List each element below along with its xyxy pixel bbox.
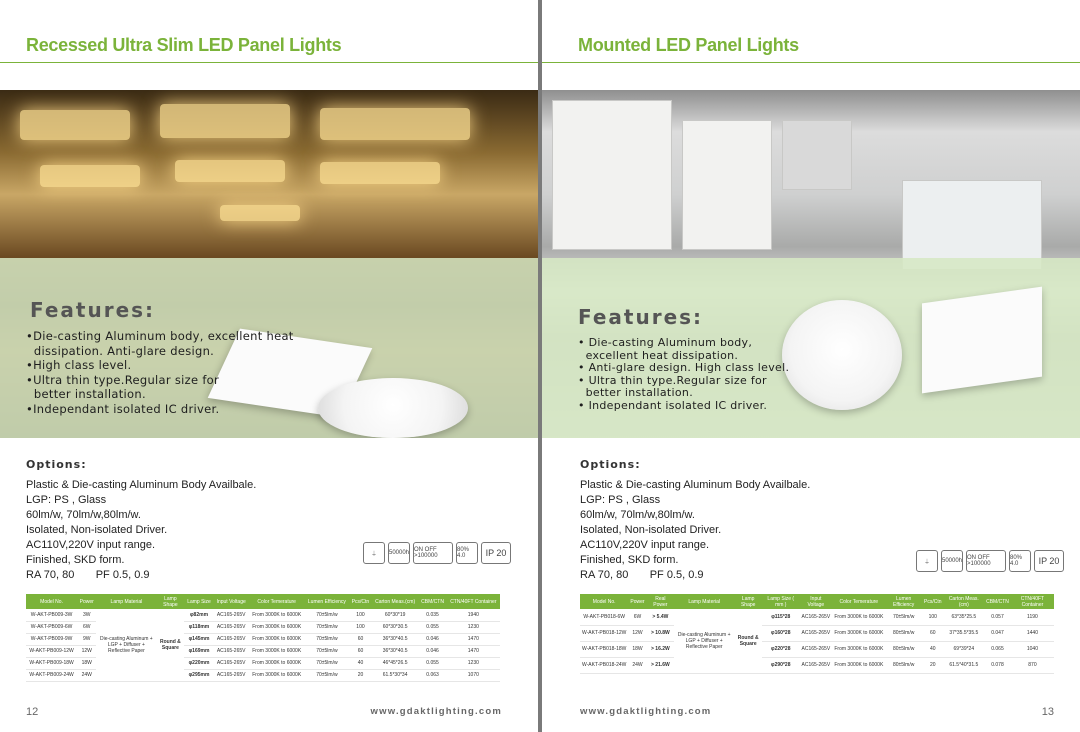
table-cell: 63*35*25.5: [944, 609, 985, 625]
option-item: Isolated, Non-isolated Driver.: [26, 524, 168, 536]
lamp-material-cell: Die-casting Aluminum + LGP + Diffuser + Reflective Paper: [96, 609, 156, 681]
table-cell: 0.055: [418, 657, 446, 669]
table-cell: W-AKT-PB009-18W: [26, 657, 77, 669]
table-cell: > 21.6W: [647, 657, 675, 673]
table-cell: 60*30*30.5: [372, 621, 419, 633]
table-cell: From 3000K to 6000K: [249, 609, 305, 621]
left-page: [0, 0, 538, 732]
table-cell: 6W: [77, 621, 96, 633]
column-header: CTN/40FT Container: [1011, 594, 1054, 609]
right-page: [542, 0, 1080, 732]
table-cell: 60: [922, 625, 944, 641]
table-cell: AC165-265V: [214, 633, 249, 645]
table-cell: AC165-265V: [214, 657, 249, 669]
features-heading: Features:: [578, 305, 704, 329]
table-cell: W-AKT-PB018-18W: [580, 641, 628, 657]
table-cell: 100: [349, 609, 372, 621]
column-header: Input Voltage: [799, 594, 832, 609]
table-cell: 60*30*19: [372, 609, 419, 621]
column-header: Power: [628, 594, 646, 609]
table-cell: 40: [349, 657, 372, 669]
table-cell: AC165-265V: [799, 609, 832, 625]
table-cell: AC165-265V: [214, 609, 249, 621]
features-list: [578, 337, 789, 413]
table-cell: 20: [349, 669, 372, 681]
table-cell: W-AKT-PB009-12W: [26, 645, 77, 657]
table-cell: AC165-265V: [799, 641, 832, 657]
efficiency-icon: 80% 4.0: [456, 542, 478, 564]
option-item: Plastic & Die-casting Aluminum Body Availbale.: [580, 479, 811, 491]
table-cell: φ295mm: [184, 669, 213, 681]
ip-rating-icon: IP 20: [1034, 550, 1064, 572]
table-row: [580, 609, 1054, 625]
lifetime-icon: 50000h: [388, 542, 410, 564]
options-heading: Options:: [26, 458, 87, 471]
spec-table: [26, 594, 500, 682]
feature-item: •Independant isolated IC driver.: [26, 401, 220, 416]
page-title: Recessed Ultra Slim LED Panel Lights: [26, 35, 342, 55]
table-cell: 70±5lm/w: [305, 633, 349, 645]
website-link[interactable]: www.gdaktlighting.com: [370, 706, 502, 717]
table-cell: 0.055: [418, 621, 446, 633]
table-cell: From 3000K to 6000K: [832, 641, 885, 657]
table-cell: 100: [349, 621, 372, 633]
table-cell: 40: [922, 641, 944, 657]
table-cell: W-AKT-PB009-3W: [26, 609, 77, 621]
table-cell: 24W: [77, 669, 96, 681]
table-cell: 69*39*24: [944, 641, 985, 657]
table-cell: 0.047: [984, 625, 1011, 641]
feature-item: •High class level.: [26, 358, 132, 372]
option-item: RA 70, 80 PF 0.5, 0.9: [26, 569, 150, 581]
page-number: 12: [26, 706, 39, 718]
table-cell: AC165-265V: [799, 625, 832, 641]
table-cell: From 3000K to 6000K: [249, 657, 305, 669]
column-header: Carton Meas.(cm): [372, 594, 419, 609]
table-cell: W-AKT-PB009-6W: [26, 621, 77, 633]
table-cell: W-AKT-PB018-6W: [580, 609, 628, 625]
option-item: Plastic & Die-casting Aluminum Body Availbale.: [26, 479, 257, 491]
option-item: Finished, SKD form.: [26, 554, 125, 566]
table-cell: AC165-265V: [214, 621, 249, 633]
table-cell: φ160*28: [762, 625, 799, 641]
table-cell: 20: [922, 657, 944, 673]
title-divider: [542, 62, 1080, 63]
option-item: 60lm/w, 70lm/w,80lm/w.: [26, 509, 141, 521]
table-cell: 1190: [1011, 609, 1054, 625]
table-cell: W-AKT-PB009-9W: [26, 633, 77, 645]
features-list: [26, 329, 294, 416]
option-item: LGP: PS , Glass: [580, 494, 661, 506]
option-item: RA 70, 80 PF 0.5, 0.9: [580, 569, 704, 581]
ground-icon: ⏚: [916, 550, 938, 572]
certification-badges: [916, 550, 1064, 572]
lamp-shape-cell: Round & Square: [734, 609, 762, 673]
table-cell: 870: [1011, 657, 1054, 673]
option-item: AC110V,220V input range.: [26, 539, 156, 551]
table-cell: 37*35.5*35.5: [944, 625, 985, 641]
ceiling-light: [20, 110, 130, 140]
page-title: Mounted LED Panel Lights: [578, 35, 799, 55]
table-cell: 100: [922, 609, 944, 625]
feature-item: • Anti-glare design. High class level.: [578, 361, 790, 375]
column-header: CBM/CTN: [418, 594, 446, 609]
table-cell: W-AKT-PB018-24W: [580, 657, 628, 673]
table-cell: From 3000K to 6000K: [249, 645, 305, 657]
table-cell: φ220*28: [762, 641, 799, 657]
table-row: [580, 641, 1054, 657]
website-link[interactable]: www.gdaktlighting.com: [580, 706, 712, 717]
table-cell: From 3000K to 6000K: [249, 633, 305, 645]
feature-item: • Ultra thin type.Regular size for: [578, 373, 767, 387]
table-cell: 61.5*30*34: [372, 669, 419, 681]
table-header-row: [580, 594, 1054, 609]
column-header: Lamp Size ( mm ): [762, 594, 799, 609]
table-cell: 70±5lm/w: [305, 657, 349, 669]
table-row: [580, 625, 1054, 641]
column-header: Carton Meas.(cm): [944, 594, 985, 609]
options-list: [580, 478, 810, 583]
table-cell: 80±5lm/w: [885, 625, 922, 641]
table-row: [26, 609, 500, 621]
table-row: [580, 657, 1054, 673]
table-cell: > 5.4W: [647, 609, 675, 625]
table-cell: 0.046: [418, 633, 446, 645]
column-header: Model No.: [26, 594, 77, 609]
feature-item: • Die-casting Aluminum body,: [578, 336, 753, 349]
table-cell: 18W: [628, 641, 646, 657]
column-header: Input Voltage: [214, 594, 249, 609]
table-cell: W-AKT-PB018-12W: [580, 625, 628, 641]
round-panel-image: [318, 378, 468, 438]
table-cell: φ290*28: [762, 657, 799, 673]
table-cell: From 3000K to 6000K: [832, 609, 885, 625]
ceiling-light: [40, 165, 140, 187]
table-cell: φ169mm: [184, 645, 213, 657]
options-list: [26, 478, 256, 583]
option-item: 60lm/w, 70lm/w,80lm/w.: [580, 509, 695, 521]
cabinet: [552, 100, 672, 250]
lamp-material-cell: Die-casting Aluminum + LGP + Diffuser + Reflective Paper: [674, 609, 734, 673]
table-cell: 0.035: [418, 609, 446, 621]
table-cell: φ220mm: [184, 657, 213, 669]
table-cell: 0.063: [418, 669, 446, 681]
table-cell: 60: [349, 633, 372, 645]
table-cell: 24W: [628, 657, 646, 673]
table-cell: φ82mm: [184, 609, 213, 621]
table-cell: 70±5lm/w: [305, 621, 349, 633]
table-cell: 1230: [447, 657, 500, 669]
lifetime-icon: 50000h: [941, 550, 963, 572]
table-cell: From 3000K to 6000K: [832, 625, 885, 641]
column-header: CTN/40FT Container: [447, 594, 500, 609]
table-cell: φ118mm: [184, 621, 213, 633]
feature-item: excellent heat dissipation.: [578, 348, 739, 362]
table-cell: 36*30*40.5: [372, 645, 419, 657]
range-hood: [782, 120, 852, 190]
column-header: Pcs/Ctn: [922, 594, 944, 609]
table-cell: 36*30*40.5: [372, 633, 419, 645]
table-cell: 1230: [447, 621, 500, 633]
column-header: Color Temerature: [832, 594, 885, 609]
table-cell: 6W: [628, 609, 646, 625]
column-header: Model No.: [580, 594, 628, 609]
spec-table: [580, 594, 1054, 674]
lamp-shape-cell: Round & Square: [156, 609, 184, 681]
table-cell: W-AKT-PB009-24W: [26, 669, 77, 681]
table-cell: 12W: [77, 645, 96, 657]
table-cell: From 3000K to 6000K: [249, 669, 305, 681]
table-cell: 46*45*26.5: [372, 657, 419, 669]
round-panel-image: [782, 300, 902, 410]
feature-item: •Die-casting Aluminum body, excellent heat: [26, 329, 294, 343]
table-cell: 70±5lm/w: [305, 609, 349, 621]
column-header: Lamp Shape: [734, 594, 762, 609]
table-cell: φ145mm: [184, 633, 213, 645]
feature-item: •Ultra thin type.Regular size for: [26, 372, 220, 387]
window: [902, 180, 1042, 270]
column-header: Lumen Efficiency: [885, 594, 922, 609]
table-cell: 12W: [628, 625, 646, 641]
table-cell: 0.078: [984, 657, 1011, 673]
option-item: Finished, SKD form.: [580, 554, 679, 566]
table-cell: 1040: [1011, 641, 1054, 657]
table-cell: 18W: [77, 657, 96, 669]
column-header: Lamp Shape: [156, 594, 184, 609]
cabinet: [682, 120, 772, 250]
table-cell: 9W: [77, 633, 96, 645]
table-cell: 0.057: [984, 609, 1011, 625]
table-cell: 80±5lm/w: [885, 641, 922, 657]
certification-badges: [363, 542, 511, 564]
feature-item: dissipation. Anti-glare design.: [26, 343, 215, 358]
table-header-row: [26, 594, 500, 609]
table-cell: > 16.2W: [647, 641, 675, 657]
table-cell: AC165-265V: [214, 645, 249, 657]
column-header: Lamp Material: [96, 594, 156, 609]
column-header: Pcs/Ctn: [349, 594, 372, 609]
option-item: Isolated, Non-isolated Driver.: [580, 524, 722, 536]
table-cell: 1440: [1011, 625, 1054, 641]
ceiling-illustration: [0, 90, 538, 255]
table-cell: > 10.8W: [647, 625, 675, 641]
table-cell: 1070: [447, 669, 500, 681]
table-cell: 60: [349, 645, 372, 657]
table-cell: AC165-265V: [214, 669, 249, 681]
table-cell: AC165-265V: [799, 657, 832, 673]
feature-item: better installation.: [578, 386, 693, 400]
column-header: CBM/CTN: [984, 594, 1011, 609]
table-cell: From 3000K to 6000K: [832, 657, 885, 673]
page-number: 13: [1041, 706, 1054, 718]
table-cell: 1470: [447, 645, 500, 657]
column-header: Real Power: [647, 594, 675, 609]
ceiling-light: [175, 160, 285, 182]
table-cell: From 3000K to 6000K: [249, 621, 305, 633]
ceiling-light: [320, 108, 470, 140]
table-cell: 1470: [447, 633, 500, 645]
options-heading: Options:: [580, 458, 641, 471]
option-item: AC110V,220V input range.: [580, 539, 710, 551]
efficiency-icon: 80% 4.0: [1009, 550, 1031, 572]
table-cell: 61.5*40*31.5: [944, 657, 985, 673]
column-header: Lamp Size: [184, 594, 213, 609]
table-cell: 0.065: [984, 641, 1011, 657]
features-heading: Features:: [30, 298, 156, 322]
table-cell: 70±5lm/w: [885, 609, 922, 625]
column-header: Color Temerature: [249, 594, 305, 609]
table-cell: 80±5lm/w: [885, 657, 922, 673]
feature-item: • Independant isolated IC driver.: [578, 398, 768, 412]
switch-cycles-icon: ON OFF >100000: [966, 550, 1006, 572]
ground-icon: ⏚: [363, 542, 385, 564]
ceiling-light: [220, 205, 300, 221]
switch-cycles-icon: ON OFF >100000: [413, 542, 453, 564]
table-cell: φ115*28: [762, 609, 799, 625]
column-header: Lamp Material: [674, 594, 734, 609]
column-header: Lumen Efficiency: [305, 594, 349, 609]
ceiling-light: [160, 104, 290, 138]
table-cell: 70±5lm/w: [305, 669, 349, 681]
ceiling-light: [320, 162, 440, 184]
table-cell: 70±5lm/w: [305, 645, 349, 657]
table-cell: 3W: [77, 609, 96, 621]
option-item: LGP: PS , Glass: [26, 494, 107, 506]
column-header: Power: [77, 594, 96, 609]
table-cell: 0.046: [418, 645, 446, 657]
table-cell: 1940: [447, 609, 500, 621]
feature-item: better installation.: [26, 387, 146, 401]
square-panel-image: [922, 287, 1042, 394]
ip-rating-icon: IP 20: [481, 542, 511, 564]
title-divider: [0, 62, 538, 63]
